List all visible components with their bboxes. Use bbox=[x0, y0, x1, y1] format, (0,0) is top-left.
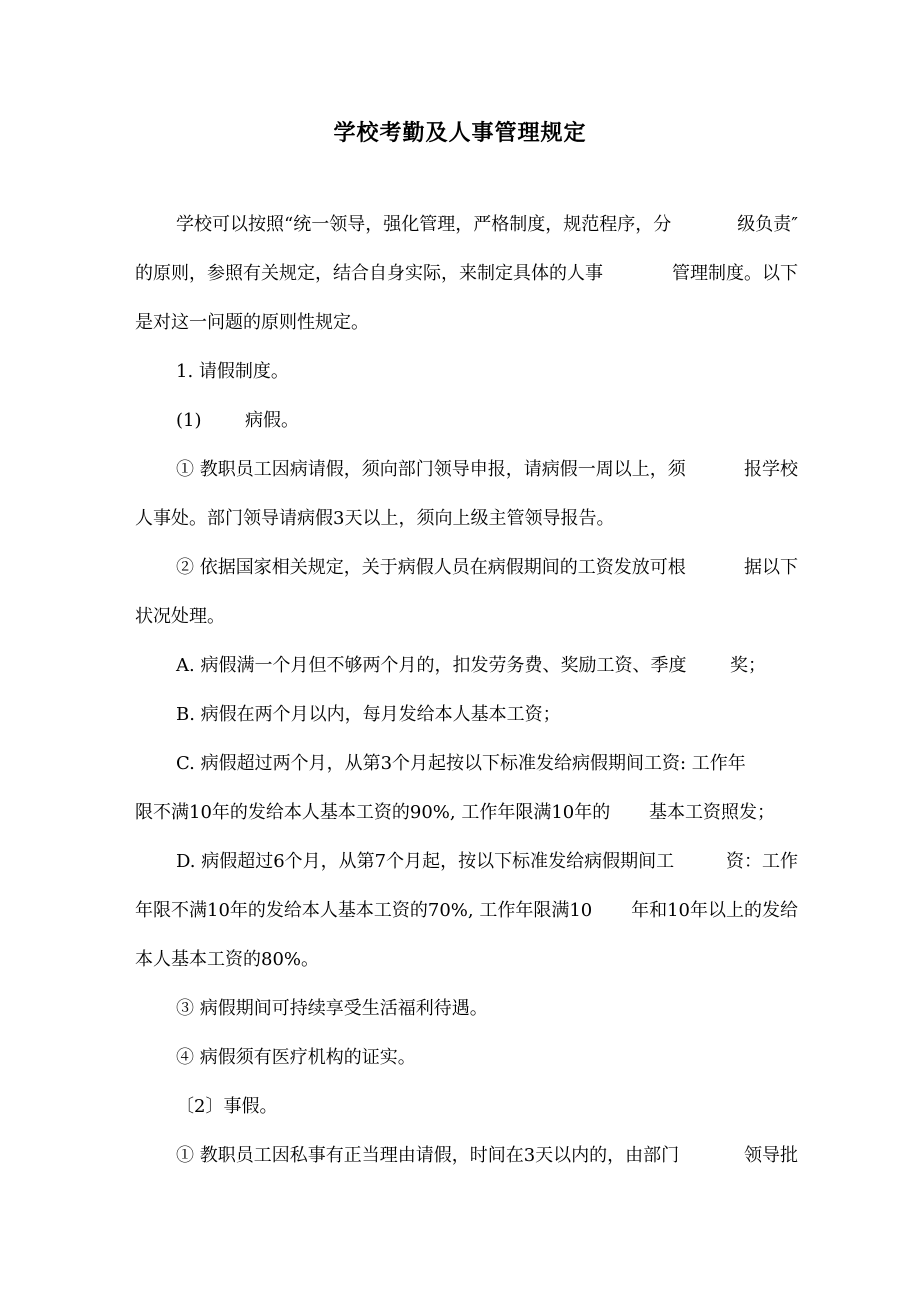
intro-line-1: 学校可以按照“统一领导，强化管理，严格制度，规范程序，分 级负责″ bbox=[176, 214, 798, 235]
item-c-line-2: 限不满10年的发给本人基本工资的90%, 工作年限满10年的 基本工资照发； bbox=[135, 802, 775, 823]
item-d-line-3: 本人基本工资的80%。 bbox=[135, 949, 320, 970]
document-title: 学校考勤及人事管理规定 bbox=[333, 120, 587, 146]
personal-leave-item-1-line-1: ① 教职员工因私事有正当理由请假，时间在3天以内的，由部门 领导批 bbox=[176, 1145, 798, 1166]
item-1-line-1: ① 教职员工因病请假，须向部门领导申报，请病假一周以上，须 报学校 bbox=[176, 459, 798, 480]
item-a-line: A. 病假满一个月但不够两个月的，扣发劳务费、奖励工资、季度 奖； bbox=[176, 655, 766, 676]
intro-line-2: 的原则，参照有关规定，结合自身实际，来制定具体的人事 管理制度。以下 bbox=[135, 263, 798, 284]
item-d-line-2: 年限不满10年的发给本人基本工资的70%, 工作年限满10 年和10年以上的发给 bbox=[135, 900, 798, 921]
item-1-line-2: 人事处。部门领导请病假3天以上，须向上级主管领导报告。 bbox=[135, 508, 615, 529]
subsection-sick-leave-label: 病假。 bbox=[245, 410, 299, 431]
item-2-line-1: ② 依据国家相关规定，关于病假人员在病假期间的工资发放可根 据以下 bbox=[176, 557, 798, 578]
subsection-sick-leave-number: (1) bbox=[176, 410, 202, 431]
item-2-line-2: 状况处理。 bbox=[135, 606, 225, 627]
item-c-line-1: C. 病假超过两个月，从第3个月起按以下标准发给病假期间工资: 工作年 bbox=[176, 753, 746, 774]
subsection-personal-leave: 〔2〕事假。 bbox=[176, 1096, 278, 1117]
section-heading: 1. 请假制度。 bbox=[176, 361, 289, 382]
item-d-line-1: D. 病假超过6个月，从第7个月起，按以下标准发给病假期间工 资：工作 bbox=[176, 851, 798, 872]
intro-line-3: 是对这一问题的原则性规定。 bbox=[135, 312, 369, 333]
item-4-line: ④ 病假须有医疗机构的证实。 bbox=[176, 1047, 416, 1068]
item-3-line: ③ 病假期间可持续享受生活福利待遇。 bbox=[176, 998, 488, 1019]
item-b-line: B. 病假在两个月以内，每月发给本人基本工资； bbox=[176, 704, 561, 725]
